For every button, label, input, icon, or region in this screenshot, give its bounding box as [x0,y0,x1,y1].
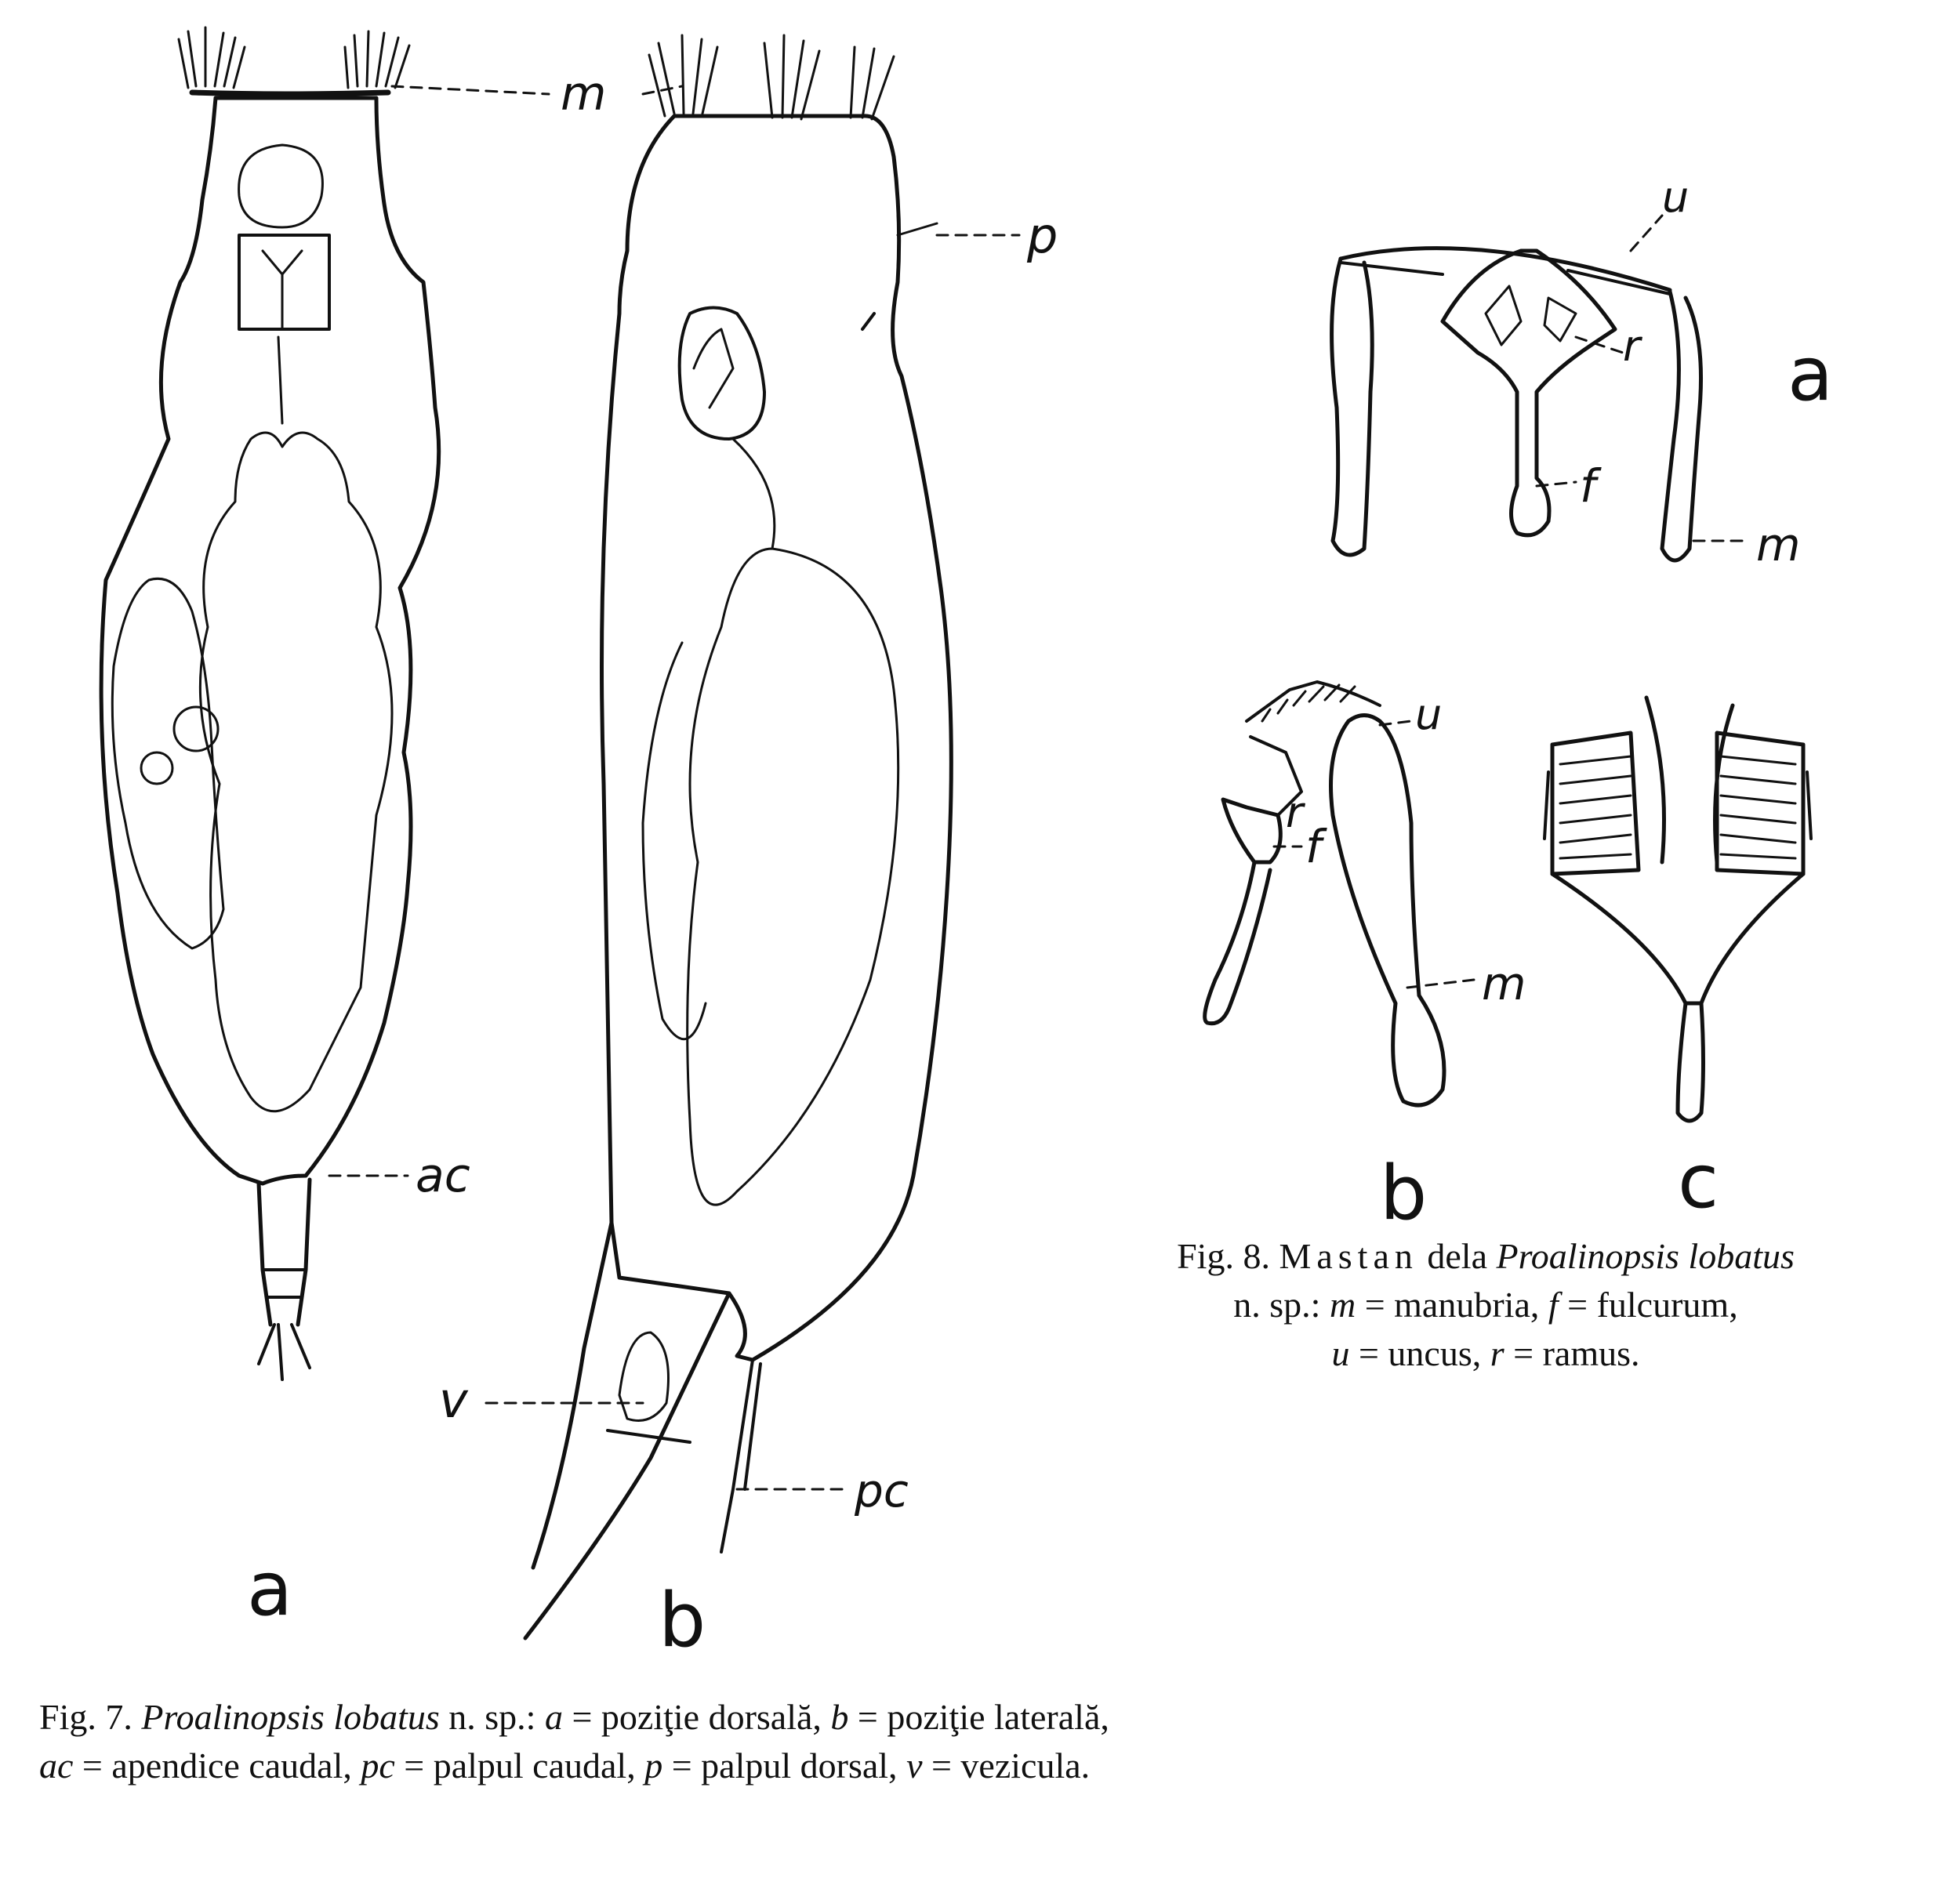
caption-fig8-line1 [1066,1232,1905,1281]
caption-fig7-v-def: = vezicula. [931,1746,1091,1786]
fig8a-trophi [1332,248,1701,560]
caption-fig8-u-def: = uncus, [1358,1333,1482,1373]
caption-fig7-p-def: = palpul dorsal, [671,1746,898,1786]
label-fig8a-u: u [1662,172,1690,222]
label-fig7-ac: ac [416,1148,470,1203]
panel-label-fig8-c: c [1678,1139,1719,1225]
caption-fig8-u-sym: u [1331,1333,1350,1373]
caption-fig8-line2 [1066,1281,1905,1329]
fig8b-trophi-lateral [1205,682,1444,1105]
panel-label-fig8-a: a [1788,332,1834,418]
caption-fig8-species: Proalinopsis lobatus [1496,1236,1795,1276]
caption-fig7-b-def: = poziţie laterală, [857,1697,1109,1737]
caption-fig7-b-sym: b [830,1697,849,1737]
label-fig7-v: v [439,1372,468,1429]
caption-fig8-m-def: = manubria, [1364,1285,1540,1325]
caption-fig7-pc-sym: pc [361,1746,395,1786]
caption-fig7-p-sym: p [644,1746,663,1786]
caption-fig8-r-def: = ramus. [1513,1333,1640,1373]
label-fig8a-r: r [1623,321,1641,371]
panel-label-fig7-a: a [247,1546,293,1633]
caption-fig7-pc-def: = palpul caudal, [404,1746,636,1786]
label-fig8a-f: f [1580,459,1596,513]
caption-fig8-nsp: n. sp.: [1233,1285,1321,1325]
panel-label-fig7-b: b [659,1578,706,1664]
caption-fig7-v-sym: v [906,1746,923,1786]
label-fig8b-u: u [1415,690,1443,739]
caption-fig8-mastan: Mastan [1279,1236,1418,1276]
caption-fig8-line3 [1066,1329,1905,1378]
label-fig8b-f: f [1305,820,1322,873]
caption-fig7-ac-sym: ac [39,1746,74,1786]
caption-fig8-m-sym: m [1329,1285,1356,1325]
caption-fig7-species: Proalinopsis lobatus [141,1697,440,1737]
caption-fig7-nsp: n. sp.: [448,1697,536,1737]
label-fig8b-r: r [1286,788,1304,837]
caption-fig8-dela: dela [1427,1236,1487,1276]
caption-fig7-a-def: = poziţie dorsală, [572,1697,822,1737]
caption-fig8-prefix: Fig. 8. [1177,1236,1270,1276]
fig8c-trophi-ventral [1544,698,1811,1121]
caption-fig8 [1066,1232,1905,1378]
caption-fig8-r-sym: r [1490,1333,1504,1373]
caption-fig7-prefix: Fig. 7. [39,1697,132,1737]
caption-fig8-f-sym: f [1548,1285,1559,1325]
fig7b-corona-cilia [649,35,894,119]
label-fig8a-m: m [1756,518,1801,571]
caption-fig7-line1 [39,1693,1686,1742]
caption-fig7-ac-def: = apendice caudal, [82,1746,352,1786]
panel-label-fig8-b: b [1380,1151,1428,1237]
caption-fig7 [39,1693,1686,1790]
caption-fig8-f-def: = fulcurum, [1567,1285,1738,1325]
caption-fig7-a-sym: a [544,1697,563,1737]
caption-fig7-line2 [39,1742,1686,1790]
label-fig7-m: m [561,67,607,121]
fig7b-rotifer-lateral [525,35,951,1638]
label-fig8b-m: m [1482,957,1526,1010]
fig7a-corona-cilia [179,27,409,88]
label-fig7-p: p [1027,207,1058,264]
label-fig7-pc: pc [855,1464,909,1517]
